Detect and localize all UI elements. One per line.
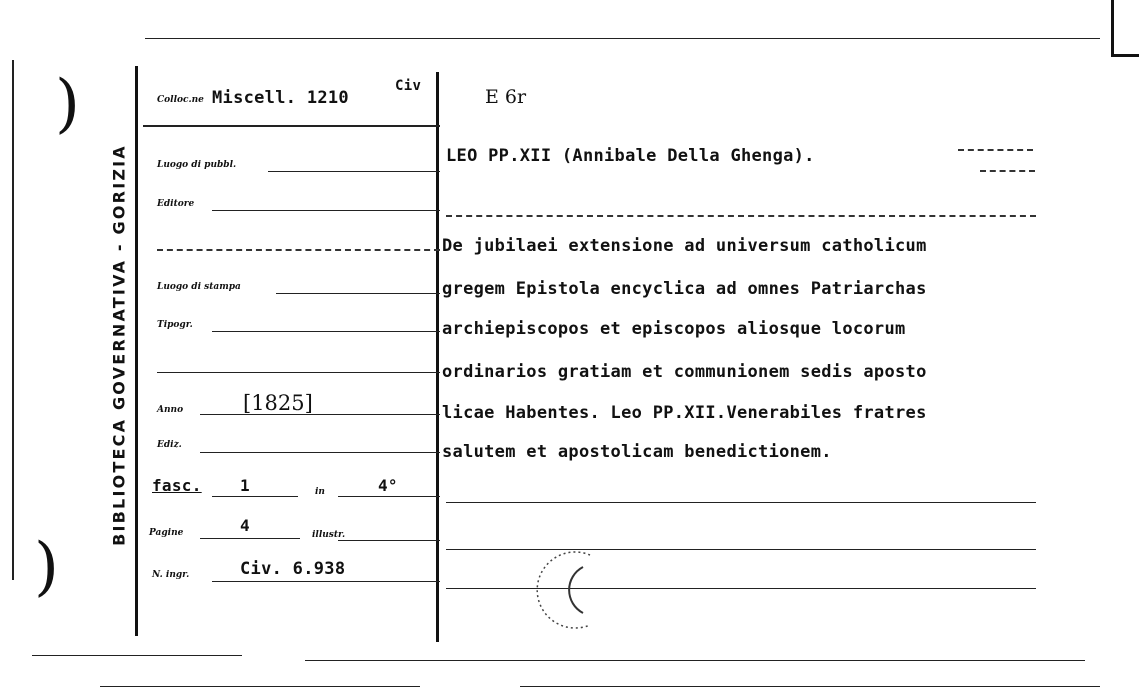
author-trail-dash	[958, 149, 1033, 151]
ediz-label: Ediz.	[157, 440, 182, 450]
bottom-rule-2	[305, 660, 1085, 661]
author-trail-dash-2	[980, 170, 1035, 172]
pagine-line	[200, 538, 300, 539]
author-heading: LEO PP.XII (Annibale Della Ghenga).	[446, 146, 815, 166]
luogo-pubbl-label: Luogo di pubbl.	[157, 160, 237, 170]
fasc-value: 1	[240, 476, 250, 495]
body-line-2: gregem Epistola encyclica ad omnes Patriarchas	[442, 279, 927, 299]
ediz-line	[200, 452, 440, 453]
collocazione-label: Colloc.ne	[157, 95, 204, 105]
editore-line	[212, 210, 440, 211]
collocazione-line	[143, 125, 440, 127]
in-label: in	[315, 487, 325, 497]
n-ingr-label: N. ingr.	[152, 570, 190, 580]
anno-value: [1825]	[243, 391, 313, 415]
fasc-line	[212, 496, 298, 497]
bottom-rule-3	[100, 686, 420, 687]
faint-stamp	[528, 545, 618, 635]
collocazione-value: Miscell. 1210	[212, 88, 349, 108]
bottom-rule-4	[520, 686, 1100, 687]
hole-bracket-bottom: )	[34, 530, 59, 604]
illustr-label: illustr.	[312, 530, 346, 540]
anno-label: Anno	[157, 405, 184, 415]
illustr-line	[338, 540, 440, 541]
pagine-label: Pagine	[149, 528, 184, 538]
format-value: 4°	[378, 476, 398, 495]
library-stamp: BIBLIOTECA GOVERNATIVA - GORIZIA	[109, 144, 129, 546]
body-line-5: licae Habentes. Leo PP.XII.Venerabiles fratres	[442, 403, 927, 423]
body-line-1: De jubilaei extensione ad universum catholicum	[442, 236, 927, 256]
edge-mark-right	[1111, 0, 1114, 56]
n-ingr-line	[212, 581, 440, 582]
body-blank-line-1	[446, 502, 1036, 503]
luogo-stampa-line	[276, 293, 440, 294]
edge-mark-left	[12, 60, 14, 580]
divider-line	[436, 72, 439, 642]
body-line-6: salutem et apostolicam benedictionem.	[442, 442, 832, 462]
hole-bracket-top: )	[55, 67, 80, 141]
bottom-rule-1	[32, 655, 242, 656]
collocazione-suffix: Civ	[395, 78, 422, 94]
tipogr-label: Tipogr.	[157, 320, 193, 330]
luogo-stampa-label: Luogo di stampa	[157, 282, 241, 292]
edge-mark-right-foot	[1111, 54, 1139, 57]
body-line-3: archiepiscopos et episcopos aliosque locorum	[442, 319, 906, 339]
fasc-label: fasc.	[152, 476, 202, 495]
pagine-value: 4	[240, 516, 250, 535]
left-frame-line	[135, 66, 138, 636]
editore-label: Editore	[157, 199, 195, 209]
blank-field-line-2	[157, 372, 440, 373]
blank-field-line-1	[157, 249, 440, 251]
tipogr-line	[212, 331, 440, 332]
separator-dash	[446, 215, 1036, 217]
anno-line	[200, 414, 440, 415]
body-line-4: ordinarios gratiam et communionem sedis aposto	[442, 362, 927, 382]
n-ingr-value: Civ. 6.938	[240, 559, 346, 579]
luogo-pubbl-line	[268, 171, 440, 172]
shelf-mark: E 6r	[485, 86, 527, 108]
top-rule	[145, 38, 1100, 39]
format-line	[338, 496, 440, 497]
